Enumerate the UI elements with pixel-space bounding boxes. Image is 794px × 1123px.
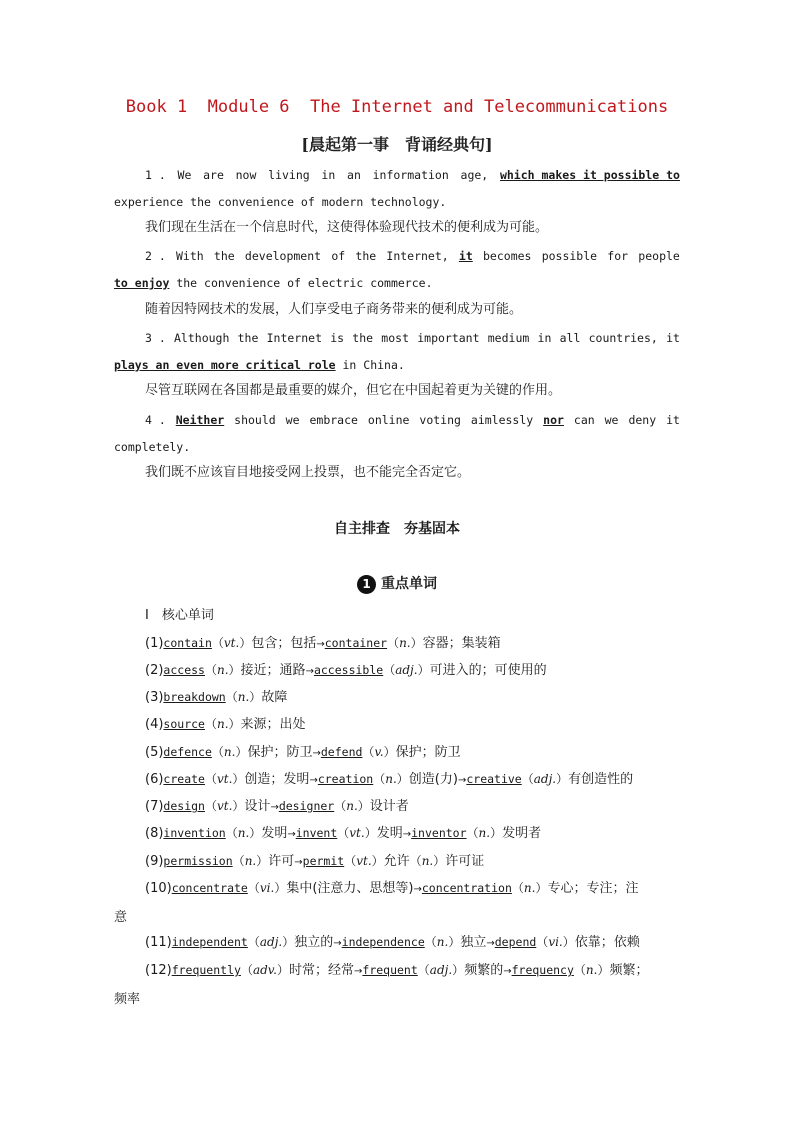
vocab-entry-wrap: 意: [114, 910, 128, 925]
word: development: [244, 249, 322, 263]
word: Internet,: [386, 249, 449, 263]
key-phrase: nor: [543, 413, 564, 427]
key-phrase: Neither: [175, 413, 225, 427]
word: it: [666, 413, 680, 427]
sentence-1-line-2: experience the convenience of modern technology.: [114, 195, 447, 209]
category-label: Ⅰ 核心单词: [145, 608, 214, 623]
word: With: [176, 249, 204, 263]
word: important: [417, 331, 480, 345]
word: the: [352, 331, 374, 345]
word: information: [372, 168, 449, 182]
key-phrase: it: [458, 249, 473, 263]
sentence-1-translation: 我们现在生活在一个信息时代，这使得体验现代技术的便利成为可能。: [145, 220, 549, 235]
sentence-text: the convenience of electric commerce.: [176, 276, 433, 290]
sentence-4-line-1: [145, 411, 680, 429]
sentence-3-line-2: [114, 356, 680, 374]
word: most: [381, 331, 409, 345]
word: in: [321, 168, 336, 182]
word: embrace: [309, 413, 358, 427]
word: the: [355, 249, 377, 263]
word: the: [213, 249, 235, 263]
key-phrase: plays an even more critical role: [114, 358, 336, 372]
vocab-entry: (10)concentrate（vi.）集中(注意力、思想等)→concentration（n.）专心；专注；注: [145, 881, 639, 896]
vocab-entry-wrap: 频率: [114, 992, 141, 1007]
word: an: [347, 168, 361, 182]
vocab-entry: (3)breakdown（n.）故障: [145, 690, 288, 705]
word: of: [331, 249, 346, 263]
word: online: [367, 413, 410, 427]
word: becomes: [483, 249, 532, 263]
vocab-entry: (5)defence（n.）保护；防卫→defend（v.）保护；防卫: [145, 745, 461, 760]
word: in: [537, 331, 552, 345]
key-phrase: to enjoy: [114, 276, 170, 290]
vocab-entry: (1)contain（vt.）包含；包括→container（n.）容器；集装箱: [145, 636, 501, 651]
word: voting: [419, 413, 461, 427]
sentence-number: 1 .: [145, 168, 166, 182]
word: aimlessly: [470, 413, 534, 427]
sentence-number: 2 .: [145, 249, 166, 263]
sentence-text: in China.: [342, 358, 405, 372]
word: we: [604, 413, 619, 427]
subsection-heading: [0, 573, 794, 594]
vocab-entry: (12)frequently（adv.）时常；经常→frequent（adj.）频繁的→frequency（n.）频繁；: [145, 963, 649, 978]
word: Internet: [266, 331, 322, 345]
word: now: [235, 168, 257, 182]
word: can: [573, 413, 595, 427]
vocab-entry: (6)create（vt.）创造；发明→creation（n.）创造(力)→creative（adj.）有创造性的: [145, 772, 634, 787]
word: medium: [487, 331, 530, 345]
vocab-entry: (11)independent（adj.）独立的→independence（n.）独立→depend（vi.）依靠；依赖: [145, 935, 640, 950]
vocab-entry: (8)invention（n.）发明→invent（vt.）发明→inventor（n.）发明者: [145, 826, 542, 841]
sentence-4-translation: 我们既不应该盲目地接受网上投票，也不能完全否定它。: [145, 465, 471, 480]
vocab-entry: (2)access（n.）接近；通路→accessible（adj.）可进入的；可使用的: [145, 663, 547, 678]
sentence-2-line-1: [145, 247, 680, 265]
word: it: [666, 331, 680, 345]
sentence-3-line-1: [145, 329, 680, 347]
word: we: [285, 413, 300, 427]
word: living: [268, 168, 310, 182]
word: age,: [460, 168, 489, 182]
word: should: [234, 413, 276, 427]
vocab-entry: (9)permission（n.）许可→permit（vt.）允许（n.）许可证: [145, 854, 485, 869]
sentence-4-line-2: completely.: [114, 440, 191, 454]
sentence-number: 4 .: [145, 413, 166, 427]
word: for: [607, 249, 629, 263]
number-badge: 1: [357, 575, 376, 594]
page-title: Book 1 Module 6 The Internet and Telecommunications: [125, 97, 669, 117]
word: countries,: [588, 331, 658, 345]
word: is: [330, 331, 345, 345]
sentence-2-line-2: [114, 274, 680, 292]
vocab-entry: (7)design（vt.）设计→designer（n.）设计者: [145, 799, 409, 814]
word: possible: [541, 249, 598, 263]
sentence-2-translation: 随着因特网技术的发展，人们享受电子商务带来的便利成为可能。: [145, 302, 523, 317]
section-title: 自主排查 夯基固本: [334, 521, 460, 537]
page-subtitle: [晨起第一事 背诵经典句]: [301, 135, 493, 154]
subsection-title: 重点单词: [381, 576, 437, 592]
vocab-entry: (4)source（n.）来源；出处: [145, 717, 306, 732]
word: Although: [174, 331, 230, 345]
sentence-number: 3 .: [145, 331, 166, 345]
key-phrase: which makes it possible to: [499, 168, 680, 182]
word: people: [638, 249, 680, 263]
sentence-3-translation: 尽管互联网在各国都是最重要的媒介，但它在中国起着更为关键的作用。: [145, 383, 562, 398]
word: the: [237, 331, 259, 345]
word: We: [177, 168, 192, 182]
word: all: [559, 331, 581, 345]
word: deny: [628, 413, 657, 427]
word: are: [203, 168, 224, 182]
sentence-1-line-1: [145, 166, 680, 184]
